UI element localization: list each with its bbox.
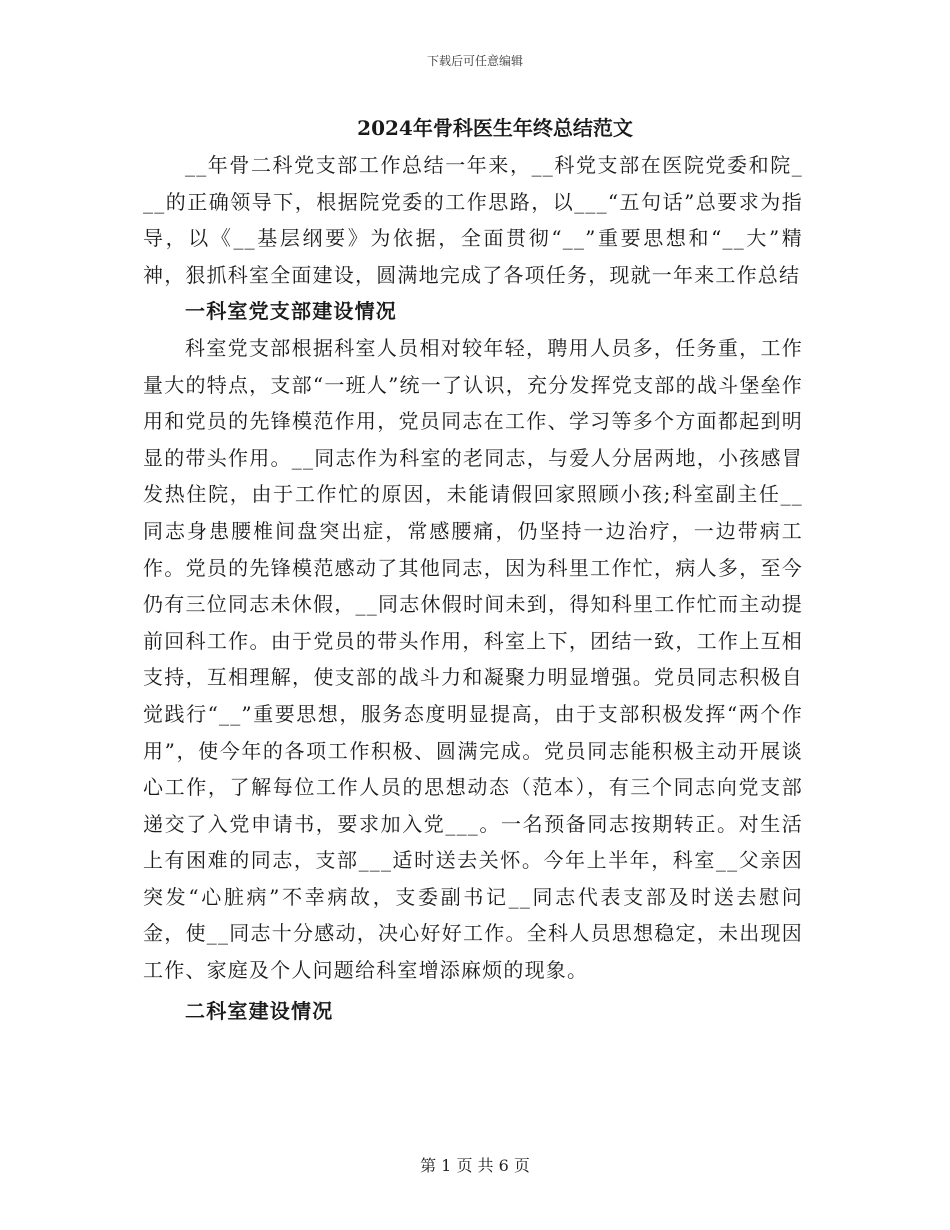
section-heading-1: 一科室党支部建设情况: [185, 299, 397, 324]
section-heading-2: 二科室建设情况: [185, 998, 334, 1023]
page-header-note: 下载后可任意编辑: [426, 54, 523, 68]
document-title: 2024年骨科医生年终总结范文: [357, 116, 633, 140]
intro-paragraph: __年骨二科党支部工作总结一年来，__科党支部在医院党委和院___的正确领导下，根据院党委的工作思路，以___“五句话”总要求为指导，以《__基层纲要》为依据，全面贯彻“__”重要思想和“__大”精神，狠抓科室全面建设，圆满地完成了各项任务，现就一年来工作总结: [143, 153, 803, 287]
page-number-footer: 第 1 页 共 6 页: [420, 1156, 530, 1175]
section-1-paragraph: 科室党支部根据科室人员相对较年轻，聘用人员多，任务重，工作量大的特点，支部“一班人”统一了认识，充分发挥党支部的战斗堡垒作用和党员的先锋模范作用，党员同志在工作、学习等多个方面都起到明显的带头作用。__同志作为科室的老同志，与爱人分居两地，小孩感冒发热住院，由于工作忙的原因，未能请假回家照顾小孩;科室副主任__同志身患腰椎间盘突出症，常感腰痛，仍坚持一边治疗，一边带病工作。党员的先锋模范感动了其他同志，因为科里工作忙，病人多，至今仍有三位同志未休假，__同志休假时间未到，得知科里工作忙而主动提前回科工作。由于党员的带头作用，科室上下，团结一致，工作上互相支持，互相理解，使支部的战斗力和凝聚力明显增强。党员同志积极自觉践行“__”重要思想，服务态度明显提高，由于支部积极发挥“两个作用”，使今年的各项工作积极、圆满完成。党员同志能积极主动开展谈心工作，了解每位工作人员的思想动态（范本），有三个同志向党支部递交了入党申请书，要求加入党___。一名预备同志按期转正。对生活上有困难的同志，支部___适时送去关怀。今年上半年，科室__父亲因突发“心脏病”不幸病故，支委副书记__同志代表支部及时送去慰问金，使__同志十分感动，决心好好工作。全科人员思想稳定，未出现因工作、家庭及个人问题给科室增添麻烦的现象。: [143, 335, 803, 983]
document-body: [143, 147, 803, 1029]
